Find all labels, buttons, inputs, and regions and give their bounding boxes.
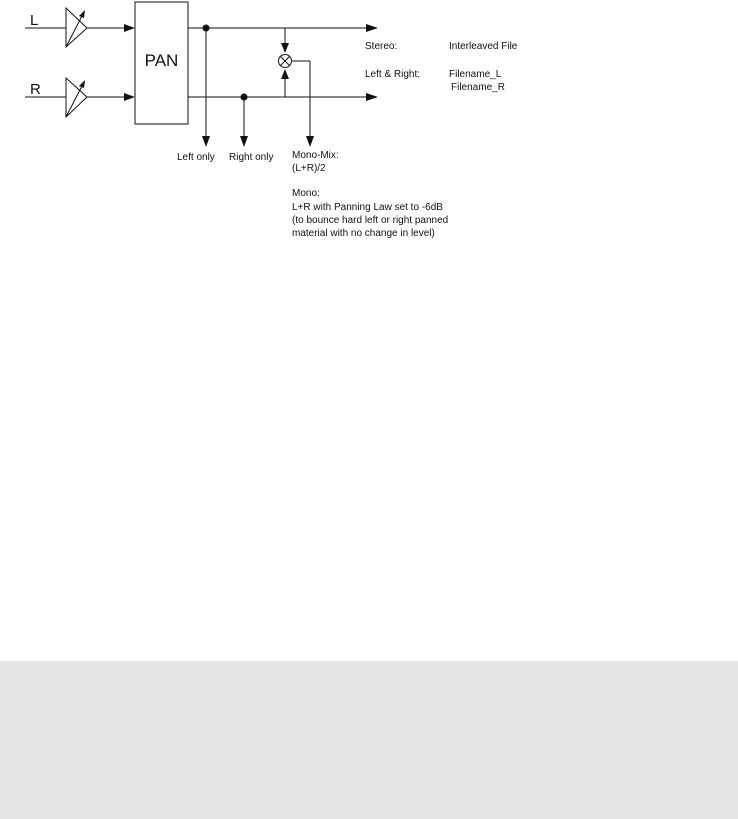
right-only-tap [240, 94, 248, 148]
mono-title: Mono: [292, 188, 320, 199]
mono-line-1: L+R with Panning Law set to -6dB [292, 202, 443, 213]
right-output-bus [188, 93, 378, 101]
left-only-tap [202, 25, 210, 148]
left-output-bus [188, 24, 378, 32]
footer-panel [0, 661, 738, 819]
mono-mix-title: Mono-Mix: [292, 150, 339, 161]
filename-left: Filename_L [449, 69, 502, 80]
stereo-label: Stereo: [365, 41, 398, 52]
left-right-label: Left & Right: [365, 69, 421, 80]
mono-line-3: material with no change in level) [292, 228, 435, 239]
right-input-wire [87, 93, 135, 101]
right-only-label: Right only [229, 152, 274, 163]
pan-label: PAN [144, 51, 179, 70]
left-input-wire [87, 24, 135, 32]
input-label-left: L [30, 12, 39, 29]
input-label-right: R [30, 81, 41, 98]
mono-mix-summer [279, 28, 315, 147]
left-only-label: Left only [177, 152, 215, 163]
mono-line-2: (to bounce hard left or right panned [292, 215, 449, 226]
mono-mix-formula: (L+R)/2 [292, 163, 326, 174]
filename-right: Filename_R [451, 82, 505, 93]
stereo-value: Interleaved File [449, 41, 518, 52]
